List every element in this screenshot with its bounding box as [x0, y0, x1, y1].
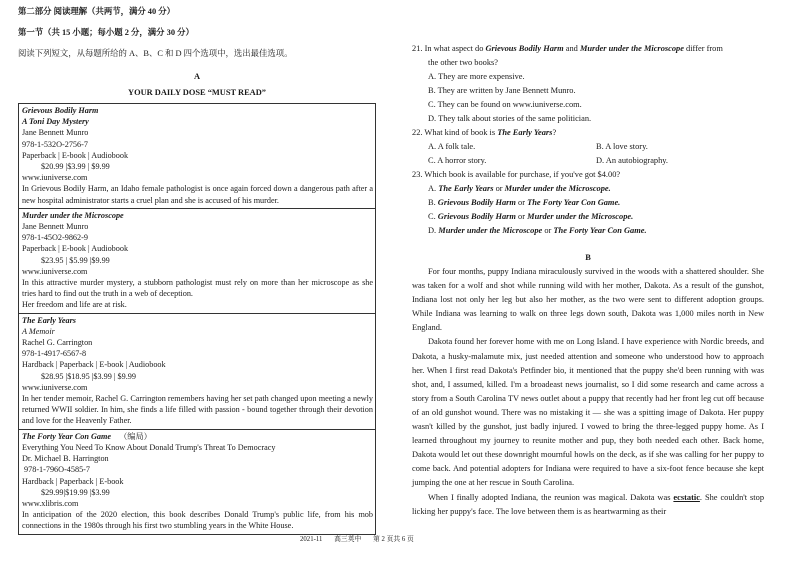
book-description: In anticipation of the 2020 election, this book describes Donald Trump's public life, from his mob connections in the 1980s through his first two stumbling years in the White House.	[22, 510, 373, 531]
book-title: Grievous Bodily Harm	[22, 106, 99, 115]
book-author: Jane Bennett Munro	[22, 222, 89, 232]
book-site: www.iuniverse.com	[22, 382, 88, 392]
book-description: In Grievous Bodily Harm, an Idaho female pathologist is once again forced down a dangerous path after a new hospital administrator starts a cruel plan and she is accused of his murder.	[22, 184, 373, 205]
option-c: C. A horror story.	[428, 156, 487, 165]
book-entry-con-game	[19, 430, 375, 534]
option-a: A. The Early Years or Murder under the Microscope.	[428, 184, 611, 193]
book-title: Murder under the Microscope	[22, 210, 124, 220]
book-subtitle: A Toni Day Mystery	[22, 117, 89, 127]
stem-book: The Early Years	[497, 128, 553, 137]
option-b: B. A love story.	[596, 142, 648, 151]
book-description: In her tender memoir, Rachel G. Carrington remembers having her set path changed upon meeting a newly returned WWII soldier. In him, she finds a life filled with passion - bound together through their devotion and love for the Heavenly Father.	[22, 394, 373, 426]
instructions: 阅读下列短文，从每题所给的 A、B、C 和 D 四个选项中，选出最佳选项。	[18, 49, 293, 58]
footer-subject: 高三英中	[334, 536, 362, 543]
section-title: 第一节（共 15 小题；每小题 2 分，满分 30 分）	[18, 28, 194, 37]
question-22	[412, 126, 764, 168]
book-isbn: 978-1-4917-6567-8	[22, 349, 87, 359]
option-b: B. They are written by Jane Bennett Munro.	[428, 86, 576, 95]
option-d: D. Murder under the Microscope or The Forty Year Con Game.	[428, 226, 647, 235]
book-formats: Hardback | Paperback | E-book	[22, 476, 124, 486]
passage-b-label: B	[585, 253, 591, 262]
book-author: Rachel G. Carrington	[22, 338, 93, 348]
book-site: www.iuniverse.com	[22, 266, 88, 276]
question-stem	[412, 126, 764, 140]
book-formats: Paperback | E-book | Audiobook	[22, 150, 129, 160]
stem-text: ?	[552, 128, 557, 137]
book-note: （编局）	[119, 431, 152, 441]
page-footer	[300, 533, 424, 543]
book-formats: Paperback | E-book | Audiobook	[22, 244, 129, 254]
part-title: 第二部分 阅读理解（共两节，满分 40 分）	[18, 7, 176, 16]
footer-date: 2021-11	[300, 536, 323, 543]
question-23	[412, 168, 764, 238]
book-subtitle: A Memoir	[22, 326, 55, 336]
book-prices: $23.95 | $5.99 |$9.99	[41, 255, 110, 265]
book-formats: Hardback | Paperback | E-book | Audiobook	[22, 360, 166, 370]
book-prices: $28.95 |$18.95 |$3.99 | $9.99	[41, 371, 136, 381]
stem-text: 21. In what aspect do	[412, 44, 486, 53]
question-stem: 23. Which book is available for purchase, if you've got $4.00?	[412, 170, 621, 179]
book-description-extra: Her freedom and life are at risk.	[22, 300, 127, 310]
option-c: C. They can be found on www.iuniverse.com.	[428, 100, 582, 109]
option-b: B. Grievous Bodily Harm or The Forty Year Con Game.	[428, 198, 621, 207]
stem-text: and	[563, 44, 580, 53]
book-entry-early-years	[19, 314, 375, 430]
passage-a-label: A	[193, 72, 201, 81]
book-author: Jane Bennett Munro	[22, 128, 89, 138]
book-isbn: 978-1-796O-4585-7	[22, 465, 90, 475]
question-stem	[412, 42, 764, 56]
book-title: The Early Years	[22, 315, 76, 325]
book-title: The Forty Year Con Game	[22, 431, 112, 441]
question-21	[412, 42, 764, 126]
option-a: A. A folk tale.	[428, 142, 476, 151]
passage-b-body	[412, 265, 764, 519]
stem-book-1: Grievous Bodily Harm	[485, 44, 564, 53]
option-d: D. An autobiography.	[596, 156, 669, 165]
paragraph-2: Dakota found her forever home with me on Long Island. I have experience with Nordic breeds, and Dakota, a husky-malamute mix, just needed attention and someone who understood how to approach her. When I first read Dakota's Petfinder bio, it mentioned that the puppy she'd been running with was shot, and, I assumed, killed. I'm a broadeast news journalist, so I did some research and came across a story from a South Carolina TV news outlet about a puppy that recently had her front leg cut off because of an old gunshot wound. There was no mistaking it — she was a spitting image of Dakota. Her puppy wasn't killed by the gunshot, just badly injured. I vowed to bring the three-legged puppy home. As I learned throughout my journey to reunite mother and pup, they both needed each other. Back home, Dakota would let out these downright mournful howls on the deck, as if she was calling for her puppy to come back. And potential adopters for Indiana were required to have a six-foot fence because she kept jumping the one at her rescue in South Carolina.	[412, 337, 764, 488]
stem-continued: the other two books?	[428, 58, 499, 67]
book-entry-microscope	[19, 209, 375, 314]
book-isbn: 978-1-532O-2756-7	[22, 139, 88, 149]
book-table	[18, 103, 376, 535]
book-subtitle: Everything You Need To Know About Donald Trump's Threat To Democracy	[22, 442, 276, 452]
stem-text: differ from	[683, 44, 723, 53]
option-d: D. They talk about stories of the same politician.	[428, 114, 592, 123]
book-prices: $29.99|$19.99 |$3.99	[41, 487, 110, 497]
underlined-word: ecstatic	[673, 492, 700, 502]
footer-page: 第 2 页共 6 页	[373, 536, 414, 543]
book-site: www.xlibris.com	[22, 498, 79, 508]
book-site: www.iuniverse.com	[22, 173, 88, 183]
passage-a-title: YOUR DAILY DOSE “MUST READ”	[128, 88, 266, 97]
book-entry-grievous	[19, 104, 375, 209]
option-a: A. They are more expensive.	[428, 72, 525, 81]
book-description: In this attractive murder mystery, a stubborn pathologist must rely on more than her microscope as she tries hard to find out the truth in a web of deception.	[22, 278, 373, 299]
book-prices: $20.99 |$3.99 | $9.99	[41, 162, 110, 172]
stem-book-2: Murder under the Microscope	[579, 44, 684, 53]
stem-text: 22. What kind of book is	[412, 128, 498, 137]
book-isbn: 978-1-45O2-9862-9	[22, 233, 88, 243]
book-author: Dr. Michael B. Harrington	[22, 454, 109, 464]
paragraph-1: For four months, puppy Indiana miraculously survived in the woods with a shattered shoulder. She was taken for a wolf and shot while running wild with her mother, Dakota. As a result of the gunshot, Indiana lost not only her leg but also her mother, as the two were sent to different adoption groups. While Indiana was learning to walk on three legs down south, Dakota was 1,000 miles north in New England.	[412, 267, 764, 333]
paragraph-3: When I finally adopted Indiana, the reunion was magical. Dakota was ecstatic. She couldn't stop licking her puppy's face. The love between them is as heartwarming as their	[412, 492, 765, 516]
option-c: C. Grievous Bodily Harm or Murder under the Microscope.	[428, 212, 634, 221]
